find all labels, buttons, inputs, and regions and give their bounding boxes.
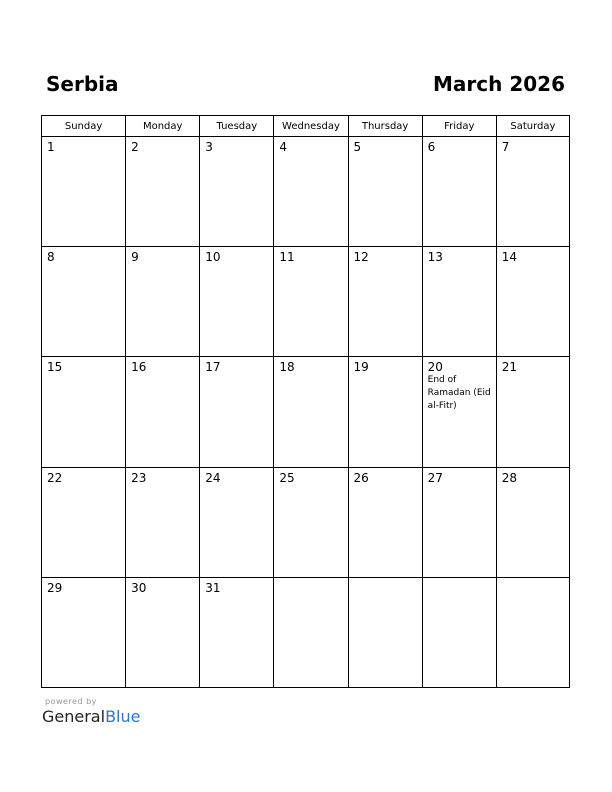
day-cell [274, 357, 348, 467]
day-cell [200, 577, 274, 687]
week-row [42, 467, 570, 577]
footer-branding [42, 697, 140, 726]
day-number: 15 [47, 360, 63, 375]
day-number [497, 578, 569, 581]
day-number: 7 [501, 140, 510, 154]
logo-blue-text: Blue [105, 707, 141, 726]
day-cell [496, 247, 569, 357]
day-cell [348, 577, 422, 687]
day-number: 17 [205, 360, 221, 375]
powered-by-label: powered by [45, 697, 97, 706]
day-number: 1 [47, 140, 55, 154]
day-number: 8 [47, 250, 55, 265]
weekday-sunday: Sunday [42, 116, 126, 137]
day-cell [200, 247, 274, 357]
weekday-wednesday: Wednesday [274, 116, 348, 137]
day-number [274, 578, 347, 581]
generalblue-logo[interactable] [42, 707, 140, 726]
day-number: 22 [47, 470, 63, 485]
day-cell [422, 467, 496, 577]
day-number: 20 [427, 360, 443, 375]
week-row [42, 137, 570, 247]
day-cell [348, 247, 422, 357]
day-number: 5 [353, 140, 362, 154]
day-cell [126, 467, 200, 577]
day-number: 29 [47, 580, 63, 595]
day-number: 21 [501, 360, 518, 375]
day-cell [348, 357, 422, 467]
day-cell [200, 137, 274, 247]
day-number: 24 [205, 470, 221, 485]
day-cell [496, 577, 569, 687]
day-number: 14 [501, 250, 518, 265]
day-cell [126, 357, 200, 467]
month-year-title: March 2026 [433, 72, 565, 96]
day-cell [42, 467, 126, 577]
day-number: 16 [131, 360, 147, 375]
day-number: 6 [427, 140, 436, 154]
week-row [42, 247, 570, 357]
day-number: 28 [501, 470, 518, 485]
day-number: 2 [131, 140, 139, 154]
calendar-grid [41, 115, 570, 688]
weekday-tuesday: Tuesday [200, 116, 274, 137]
day-cell [42, 137, 126, 247]
day-number: 12 [353, 250, 369, 265]
day-number: 30 [131, 580, 147, 595]
week-row [42, 577, 570, 687]
day-cell [348, 137, 422, 247]
day-cell [274, 137, 348, 247]
day-number: 25 [279, 470, 295, 485]
holiday-label: End of Ramadan (Eid al-Fitr) [427, 375, 491, 412]
day-number: 9 [131, 250, 139, 265]
day-cell [274, 467, 348, 577]
day-number [349, 578, 422, 581]
weekday-saturday: Saturday [496, 116, 569, 137]
day-cell [422, 247, 496, 357]
day-number: 19 [353, 360, 369, 375]
day-cell [422, 577, 496, 687]
day-cell [42, 247, 126, 357]
day-cell [496, 357, 569, 467]
day-number: 26 [353, 470, 369, 485]
day-number: 18 [279, 360, 295, 375]
day-number: 11 [279, 250, 295, 265]
day-cell [126, 137, 200, 247]
week-row [42, 357, 570, 467]
day-cell [200, 467, 274, 577]
day-number [423, 578, 496, 581]
day-cell [274, 247, 348, 357]
day-number: 10 [205, 250, 221, 265]
calendar-header [46, 70, 565, 98]
day-number: 27 [427, 470, 443, 485]
day-cell [274, 577, 348, 687]
day-cell [126, 247, 200, 357]
day-cell [422, 137, 496, 247]
day-cell [348, 467, 422, 577]
day-cell [200, 357, 274, 467]
weekday-thursday: Thursday [348, 116, 422, 137]
day-cell [496, 467, 569, 577]
day-cell [126, 577, 200, 687]
day-cell [496, 137, 569, 247]
country-title: Serbia [46, 72, 119, 96]
day-number: 4 [279, 140, 288, 154]
day-cell [422, 357, 496, 467]
weekday-monday: Monday [126, 116, 200, 137]
day-number: 13 [427, 250, 443, 265]
day-number: 23 [131, 470, 147, 485]
day-number: 3 [205, 140, 213, 154]
day-cell [42, 577, 126, 687]
day-number: 31 [205, 580, 221, 595]
logo-general-text: General [42, 707, 106, 726]
weekday-header-row [42, 116, 570, 137]
weekday-friday: Friday [422, 116, 496, 137]
day-cell [42, 357, 126, 467]
